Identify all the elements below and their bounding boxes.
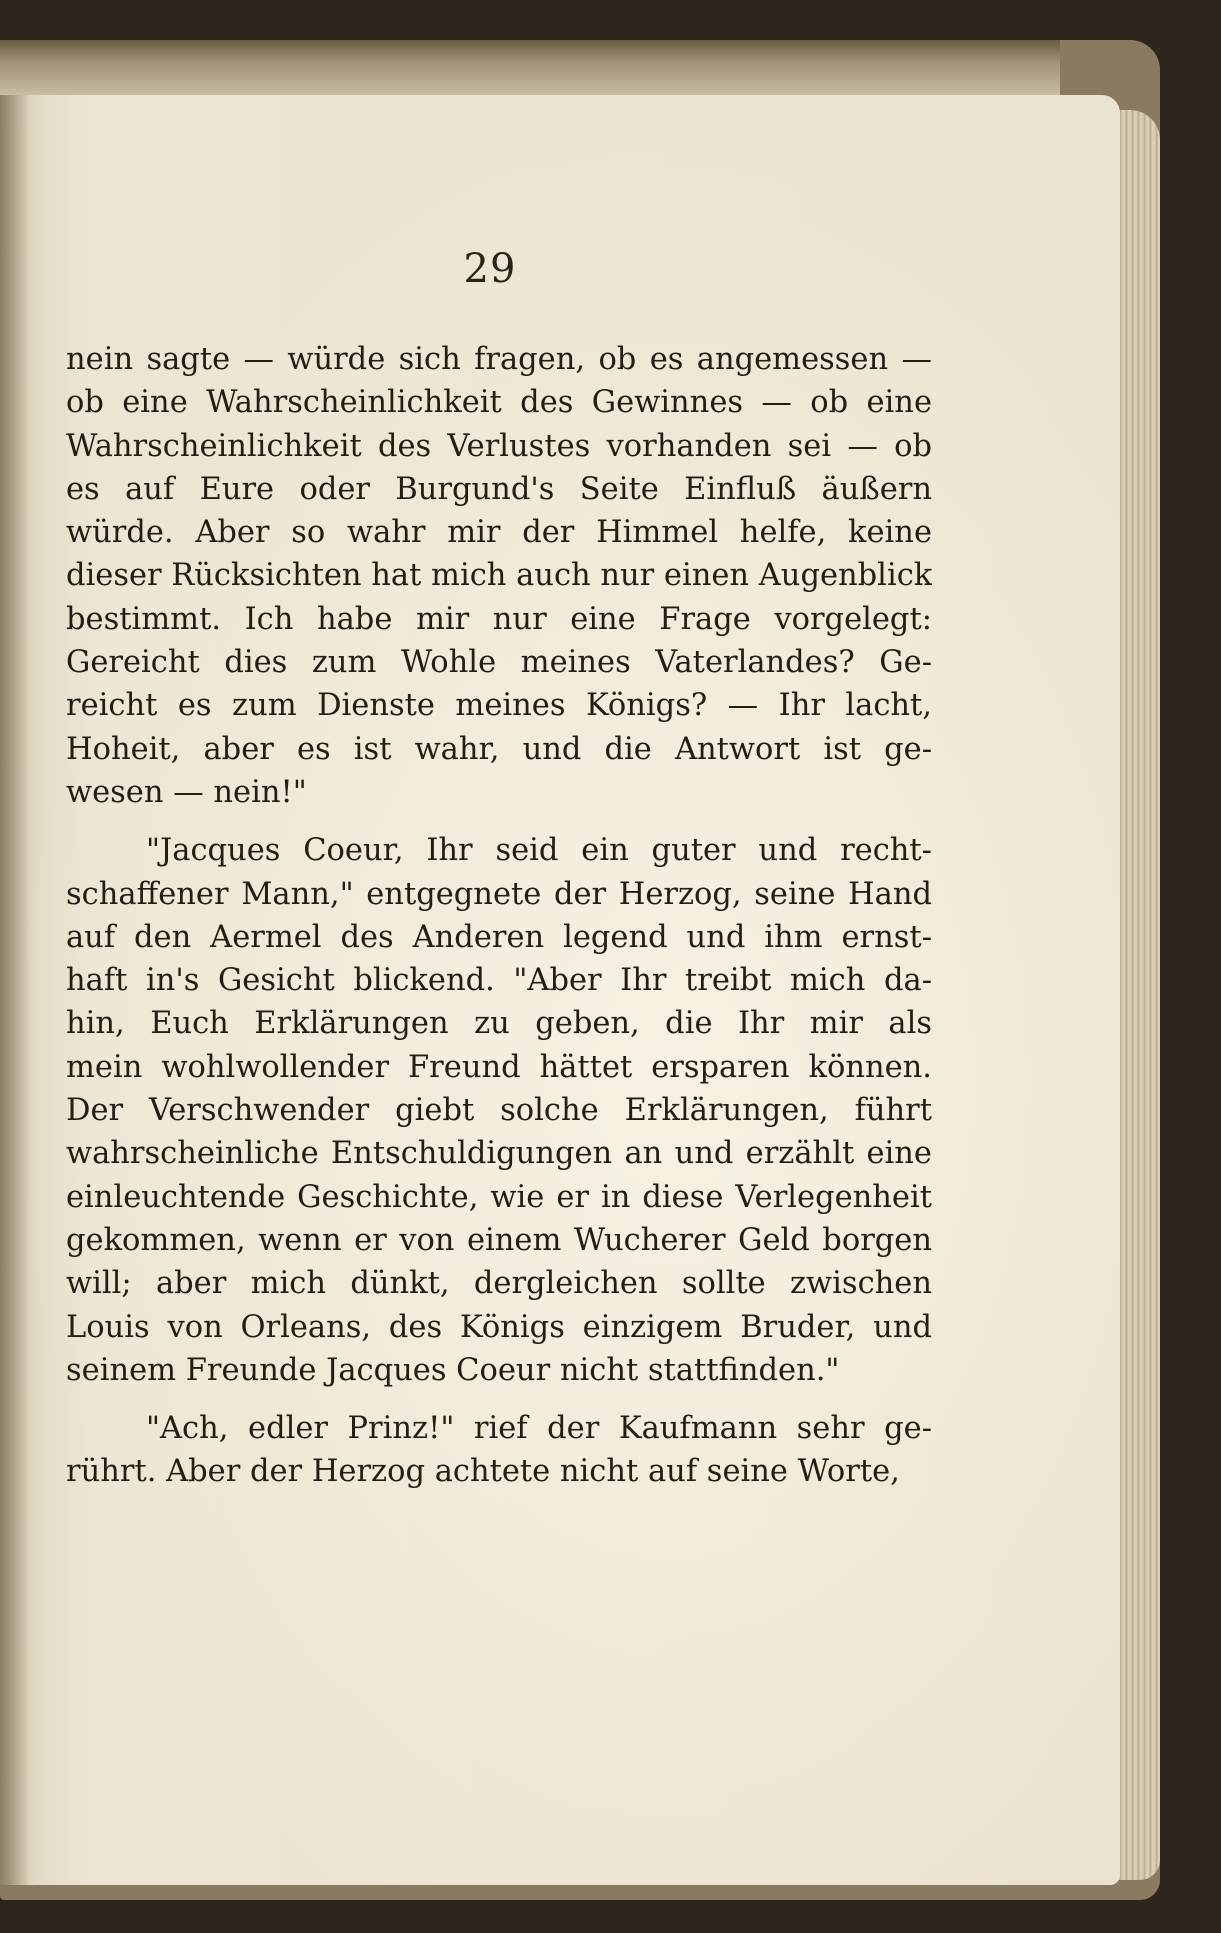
text-line: Gereicht dies zum Wohle meines Vaterlandes? Ge- xyxy=(66,645,932,681)
text-line: hin, Euch Erklärungen zu geben, die Ihr mir als xyxy=(66,1006,932,1042)
text-line: reicht es zum Dienste meines Königs? — Ihr lacht, xyxy=(66,688,932,724)
text-line: Hoheit, aber es ist wahr, und die Antwort ist ge- xyxy=(66,731,932,767)
gutter-shadow xyxy=(0,95,30,1885)
text-line: würde. Aber so wahr mir der Himmel helfe, keine xyxy=(66,515,932,551)
paragraph-gap xyxy=(66,814,932,829)
book-top-edge xyxy=(0,40,1060,95)
text-line: ob eine Wahrscheinlichkeit des Gewinnes — ob eine xyxy=(66,385,932,421)
text-line: einleuchtende Geschichte, wie er in diese Verlegenheit xyxy=(66,1179,932,1215)
text-line: rührt. Aber der Herzog achtete nicht auf seine Worte, xyxy=(66,1454,900,1490)
text-line: gekommen, wenn er von einem Wucherer Geld borgen xyxy=(66,1222,932,1258)
text-line: "Jacques Coeur, Ihr seid ein guter und recht- xyxy=(146,833,932,869)
text-line: wahrscheinliche Entschuldigungen an und erzählt eine xyxy=(66,1136,932,1172)
page-text xyxy=(66,338,932,1494)
text-line: mein wohlwollender Freund hättet ersparen können. xyxy=(66,1049,932,1085)
text-line: seinem Freunde Jacques Coeur nicht stattfinden." xyxy=(66,1352,840,1388)
page-number: 29 xyxy=(463,246,517,292)
paragraph-gap xyxy=(66,1392,932,1407)
text-line: will; aber mich dünkt, dergleichen sollte zwischen xyxy=(66,1266,932,1302)
text-line: Louis von Orleans, des Königs einzigem Bruder, und xyxy=(66,1309,932,1345)
text-line: haft in's Gesicht blickend. "Aber Ihr treibt mich da- xyxy=(66,963,932,999)
text-line: "Ach, edler Prinz!" rief der Kaufmann sehr ge- xyxy=(146,1411,932,1447)
text-line: dieser Rücksichten hat mich auch nur einen Augenblick xyxy=(66,558,932,594)
text-line: es auf Eure oder Burgund's Seite Einfluß äußern xyxy=(66,471,932,507)
text-line: wesen — nein!" xyxy=(66,774,307,810)
text-line: bestimmt. Ich habe mir nur eine Frage vorgelegt: xyxy=(66,601,932,637)
text-line: schaffener Mann," entgegnete der Herzog, seine Hand xyxy=(66,876,932,912)
text-line: Der Verschwender giebt solche Erklärungen, führt xyxy=(66,1093,932,1129)
text-line: auf den Aermel des Anderen legend und ihm ernst- xyxy=(66,919,932,955)
text-line: nein sagte — würde sich fragen, ob es angemessen — xyxy=(66,342,932,377)
text-line: Wahrscheinlichkeit des Verlustes vorhanden sei — ob xyxy=(66,428,932,464)
